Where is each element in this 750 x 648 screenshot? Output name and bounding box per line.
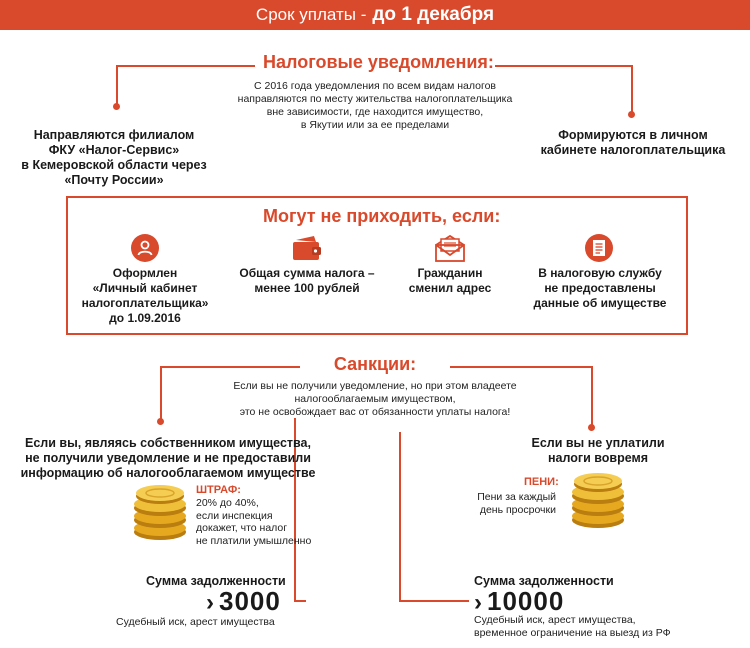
sanctions-left-dot <box>157 418 164 425</box>
heading-line: налоги вовремя <box>547 451 649 465</box>
item-line: до 1.09.2016 <box>109 311 181 325</box>
sanctions-right-branch-foot <box>399 600 469 602</box>
notices-description-line: в Якутии или за ее пределами <box>300 119 450 131</box>
wallet-icon <box>290 234 324 262</box>
penalty-label: ШТРАФ: <box>196 484 241 496</box>
notices-left-text <box>14 128 214 188</box>
consequence-line: Судебный иск, арест имущества, <box>474 614 636 626</box>
notices-description-line: направляются по месту жительства налогоплательщика <box>237 93 513 105</box>
item-line: «Личный кабинет <box>92 281 198 295</box>
left-debt-value <box>206 586 281 617</box>
item-line: не предоставлены <box>544 281 656 295</box>
penalty-line: день просрочки <box>479 504 556 516</box>
penalty-text <box>474 491 556 517</box>
penalty-line: если инспекция <box>196 509 273 522</box>
sanctions-right-heading <box>508 436 688 466</box>
notices-right-line: кабинете налогоплательщика <box>540 143 726 157</box>
sanctions-left-heading <box>8 436 328 481</box>
penalty-line: Пени за каждый <box>477 491 556 503</box>
penalty-label: ПЕНИ: <box>524 476 559 488</box>
sanctions-right-branch-line <box>399 432 401 600</box>
right-debt-label: Сумма задолженности <box>474 574 614 588</box>
notices-description <box>205 80 545 132</box>
notices-left-line: в Кемеровской области через <box>21 158 207 172</box>
sanctions-right-connector <box>591 366 593 426</box>
sanctions-description <box>205 380 545 419</box>
heading-line: Если вы, являясь собственником имущества, <box>25 436 311 450</box>
heading-line: Если вы не уплатили <box>531 436 665 450</box>
sanctions-left-branch-foot <box>294 600 306 602</box>
notices-left-connector <box>116 65 118 105</box>
may-not-arrive-item-4 <box>520 266 680 311</box>
notices-left-line: Направляются филиалом <box>33 128 195 142</box>
heading-line: информацию об налогооблагаемом имуществе <box>20 466 316 480</box>
chevron-right-icon: › <box>474 589 483 616</box>
document-icon <box>585 234 613 262</box>
item-line: менее 100 рублей <box>254 281 360 295</box>
right-consequence <box>474 614 671 640</box>
may-not-arrive-item-3 <box>396 266 504 296</box>
item-line: сменил адрес <box>408 281 492 295</box>
may-not-arrive-title: Могут не приходить, если: <box>263 206 501 226</box>
item-line: данные об имуществе <box>533 296 667 310</box>
penalty-line: не платили умышленно <box>196 534 312 547</box>
penalty-line: 20% до 40%, <box>196 497 259 509</box>
chevron-right-icon: › <box>206 589 215 616</box>
sanctions-description-line: это не освобождает вас от обязанности уплаты налога! <box>239 406 511 418</box>
notices-left-dot <box>113 103 120 110</box>
notices-description-line: С 2016 года уведомления по всем видам налогов <box>253 80 497 92</box>
notices-right-text <box>528 128 738 158</box>
notices-right-line: Формируются в личном <box>558 128 708 142</box>
notices-title: Налоговые уведомления: <box>255 52 495 73</box>
item-line: налогоплательщика» <box>81 296 209 310</box>
envelope-icon <box>432 234 468 262</box>
coins-stack-icon <box>128 482 192 546</box>
consequence-line: временное ограничение на выезд из РФ <box>474 627 671 639</box>
sanctions-description-line: налогооблагаемым имуществом, <box>294 393 456 405</box>
sanctions-title: Санкции: <box>300 354 450 375</box>
sanctions-left-connector <box>160 366 162 420</box>
item-line: Гражданин <box>417 266 483 280</box>
penalty-text <box>196 497 311 547</box>
left-debt-label: Сумма задолженности <box>146 574 286 588</box>
penalty-line: докажет, что налог <box>196 522 288 534</box>
notices-right-connector <box>631 65 633 113</box>
left-consequence: Судебный иск, арест имущества <box>116 616 275 628</box>
item-line: В налоговую службу <box>538 266 662 280</box>
heading-line: не получили уведомление и не предоставили <box>25 451 311 465</box>
sanctions-description-line: Если вы не получили уведомление, но при этом владеете <box>233 380 517 392</box>
person-icon <box>131 234 159 262</box>
banner-prefix: Срок уплаты - <box>255 5 367 24</box>
banner-deadline: до 1 декабря <box>372 4 495 25</box>
right-debt-value <box>474 586 564 617</box>
notices-left-line: «Почту России» <box>64 173 164 187</box>
item-line: Общая сумма налога – <box>239 266 375 280</box>
deadline-banner <box>0 0 750 30</box>
debt-amount: 10000 <box>487 586 565 616</box>
sanctions-right-dot <box>588 424 595 431</box>
notices-right-dot <box>628 111 635 118</box>
debt-amount: 3000 <box>219 586 281 616</box>
notices-left-line: ФКУ «Налог-Сервис» <box>48 143 180 157</box>
coins-stack-icon <box>566 468 630 532</box>
item-line: Оформлен <box>112 266 178 280</box>
notices-description-line: вне зависимости, где находится имущество, <box>266 106 484 118</box>
may-not-arrive-item-1 <box>75 266 215 326</box>
may-not-arrive-item-2 <box>230 266 384 296</box>
